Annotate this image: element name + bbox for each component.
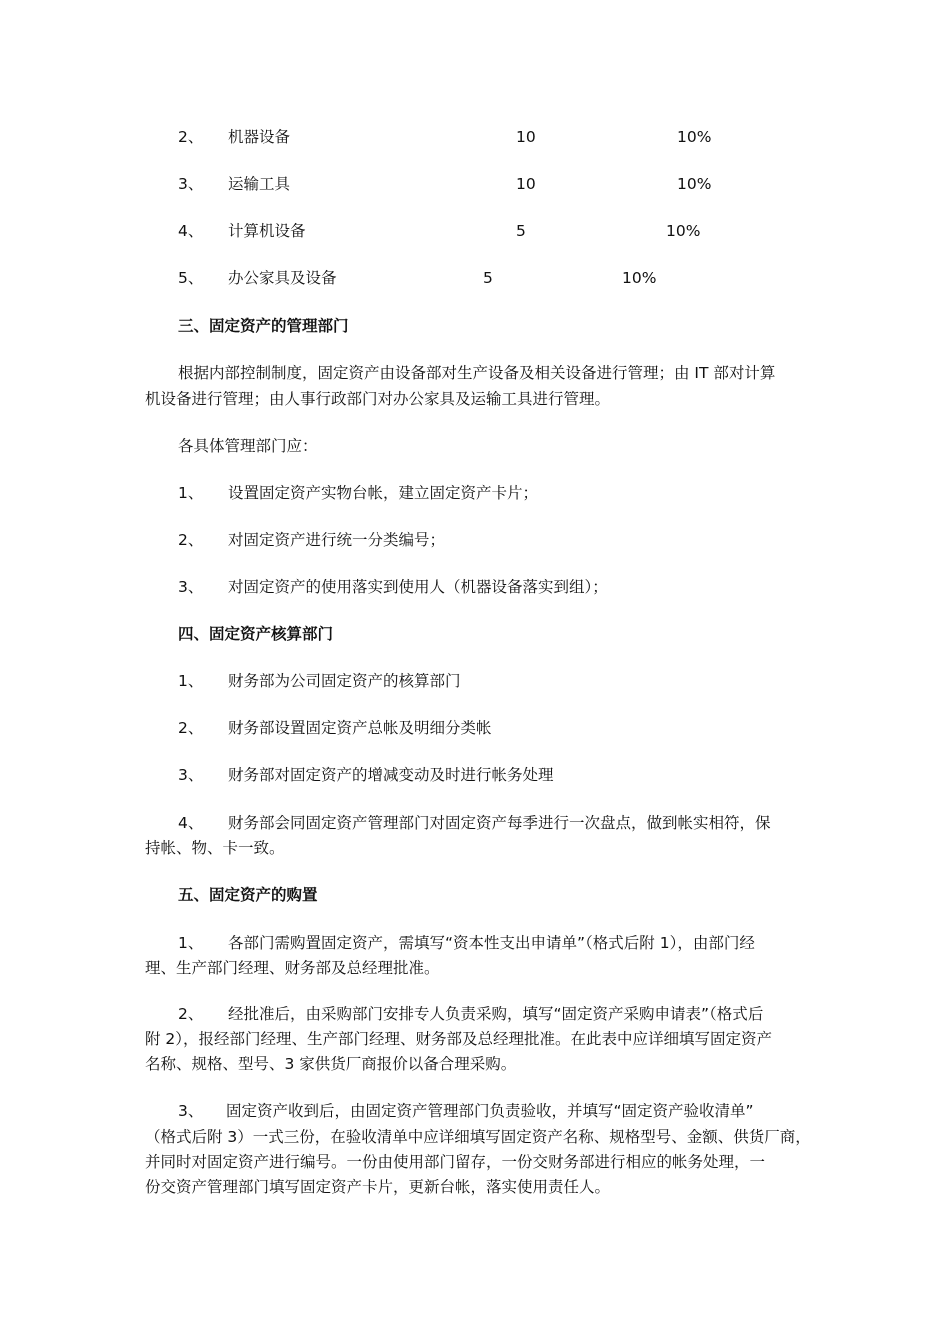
residual-rate: 10% [622, 269, 657, 287]
table-row [0, 267, 950, 291]
list-number: 1、 [178, 672, 204, 690]
asset-name: 计算机设备 [228, 222, 306, 240]
list-item [0, 812, 950, 836]
list-number: 3、 [178, 766, 204, 784]
list-text: 固定资产收到后，由固定资产管理部门负责验收，并填写“固定资产验收清单” [226, 1102, 754, 1120]
list-text: 财务部为公司固定资产的核算部门 [228, 672, 461, 690]
list-number: 3、 [178, 1102, 204, 1120]
list-item [0, 482, 950, 506]
asset-name: 办公家具及设备 [228, 269, 337, 287]
paragraph-line: 持帐、物、卡一致。 [145, 839, 285, 857]
list-item [0, 670, 950, 694]
list-number: 2、 [178, 531, 204, 549]
useful-life: 5 [483, 269, 493, 287]
row-number: 5、 [178, 269, 204, 287]
row-number: 3、 [178, 175, 204, 193]
asset-name: 运输工具 [228, 175, 291, 193]
paragraph-line: 份交资产管理部门填写固定资产卡片，更新台帐，落实使用责任人。 [145, 1178, 611, 1196]
paragraph-line: 机设备进行管理；由人事行政部门对办公家具及运输工具进行管理。 [145, 390, 611, 408]
useful-life: 10 [516, 175, 536, 193]
useful-life: 5 [516, 222, 526, 240]
list-text: 财务部会同固定资产管理部门对固定资产每季进行一次盘点，做到帐实相符，保 [228, 814, 771, 832]
list-text: 对固定资产的使用落实到使用人（机器设备落实到组）； [228, 578, 608, 596]
paragraph-line: 理、生产部门经理、财务部及总经理批准。 [145, 959, 440, 977]
section-heading: 四、固定资产核算部门 [178, 625, 334, 643]
list-number: 3、 [178, 578, 204, 596]
list-number: 2、 [178, 719, 204, 737]
list-number: 1、 [178, 934, 204, 952]
table-row [0, 126, 950, 150]
section-heading: 三、固定资产的管理部门 [178, 317, 349, 335]
list-number: 1、 [178, 484, 204, 502]
list-number: 2、 [178, 1005, 204, 1023]
useful-life: 10 [516, 128, 536, 146]
paragraph-line: （格式后附 3）一式三份，在验收清单中应详细填写固定资产名称、规格型号、金额、供货厂商， [145, 1128, 811, 1146]
list-text: 各部门需购置固定资产，需填写“资本性支出申请单”（格式后附 1），由部门经 [228, 934, 755, 952]
asset-name: 机器设备 [228, 128, 291, 146]
list-item [0, 717, 950, 741]
residual-rate: 10% [666, 222, 701, 240]
list-item [0, 1003, 950, 1027]
list-text: 设置固定资产实物台帐，建立固定资产卡片； [228, 484, 539, 502]
row-number: 4、 [178, 222, 204, 240]
paragraph-line: 名称、规格、型号、3 家供货厂商报价以备合理采购。 [145, 1055, 517, 1073]
list-text: 财务部对固定资产的增减变动及时进行帐务处理 [228, 766, 554, 784]
list-text: 对固定资产进行统一分类编号； [228, 531, 446, 549]
residual-rate: 10% [677, 128, 712, 146]
row-number: 2、 [178, 128, 204, 146]
list-item [0, 529, 950, 553]
list-item [0, 932, 950, 956]
residual-rate: 10% [677, 175, 712, 193]
paragraph-line: 各具体管理部门应： [178, 437, 318, 455]
list-item [0, 576, 950, 600]
table-row [0, 220, 950, 244]
paragraph-line: 附 2），报经部门经理、生产部门经理、财务部及总经理批准。在此表中应详细填写固定资产 [145, 1030, 773, 1048]
paragraph-line: 并同时对固定资产进行编号。一份由使用部门留存，一份交财务部进行相应的帐务处理，一 [145, 1153, 766, 1171]
list-number: 4、 [178, 814, 204, 832]
list-text: 财务部设置固定资产总帐及明细分类帐 [228, 719, 492, 737]
list-item [0, 1100, 950, 1124]
section-heading: 五、固定资产的购置 [178, 886, 318, 904]
list-text: 经批准后，由采购部门安排专人负责采购，填写“固定资产采购申请表”（格式后 [228, 1005, 764, 1023]
list-item [0, 764, 950, 788]
paragraph-line: 根据内部控制制度，固定资产由设备部对生产设备及相关设备进行管理；由 IT 部对计算 [178, 364, 776, 382]
table-row [0, 173, 950, 197]
